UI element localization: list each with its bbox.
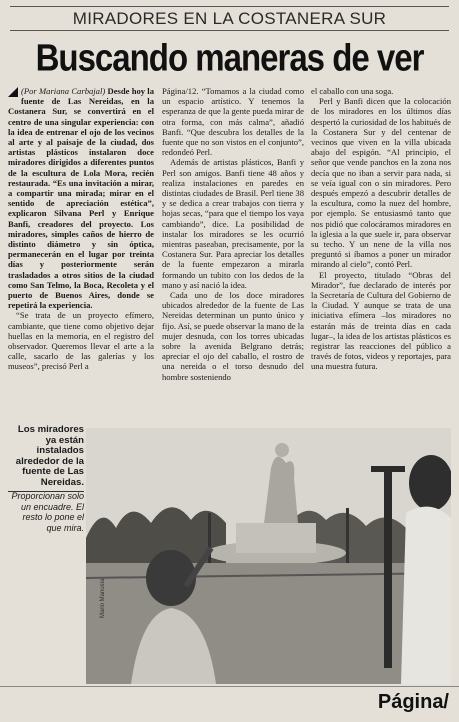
- body-paragraph: Cada uno de los doce miradores ubicados alrededor de la fuente de Las Nereidas determinan un punto único y fijo. Así, se puede observar la mano de la mujer desnuda, con los torres ubicadas sobre la avenida Belgrano detrás; apreciar el ojo del caballo, el rostro de una nereida o el torso desnudo del hombre sosteniendo: [162, 290, 304, 382]
- body-paragraph: El proyecto, titulado “Obras del Mirador”, fue declarado de interés por la Secretaría de Cultura del Gobierno de la Ciudad. Y aunque se trata de una iniciativa efímera –los miradores no estarán más de treinta días en cada lugar–, la idea de los artistas plásticos es registrar las reacciones del público a través de fotos, videos y reportajes, para una muestra futura.: [311, 269, 451, 372]
- body-paragraph: Página/12. “Tomamos a la ciudad como un espacio artístico. Y tenemos la esperanza de que la gente pueda mirar de otra forma, con más calma”, añadió Banfi. “Que descubra los detalles de la fuente que no son vistos en el conjunto”, redondeó Perl.: [162, 86, 304, 158]
- page-footer: [0, 686, 459, 722]
- byline: (Por Mariana Carbajal): [21, 86, 106, 96]
- body-paragraph: “Se trata de un proyecto efímero, cambiante, que tiene como objetivo dejar huellas en la memoria, en el registro del observador. Queremos llevar el arte a la calle, sacarlo de las galerías y los museos”, precisó Perl a: [8, 310, 154, 372]
- photo-caption: Los miradores ya están instalados alrededor de la fuente de Las Nereidas.: [8, 425, 84, 492]
- triangle-bullet-icon: [8, 87, 18, 97]
- photo-subcaption: Proporcionan solo un encuadre. El resto lo pone el que mira.: [11, 491, 84, 533]
- section-kicker: MIRADORES EN LA COSTANERA SUR: [10, 6, 449, 31]
- fountain-photo-illustration: [86, 428, 451, 684]
- newspaper-name: Página/12: [162, 86, 197, 96]
- fountain-photo: [86, 428, 451, 684]
- lead-intro: Desde hoy la fuente de Las Nereidas, en la Costanera Sur, se convertirá en el centro de una singular experiencia: con la idea de entrenar el ojo de los vecinos al arte y al paisaje de la ciudad, dos artistas plásticos instalaron doce miradores dirigidos a diferentes puntos de la escultura de Lola Mora, recién restaurada. “Es una invitación a mirar, a compartir una mirada; mirar en el sentido de apreciación estética”, explicaron Silvana Perl y Enrique Banfi, creadores del proyecto. Los miradores, simples caños de hierro de distinto diámetro y sin óptica, permanecerán en el lugar por treinta días y posteriormente serán trasladados a otros sitios de la ciudad como San Telmo, la Boca, Recoleta y el puerto de Buenos Aires, donde se repetirá la experiencia.: [8, 86, 154, 311]
- headline: Buscando maneras de ver: [35, 36, 424, 79]
- body-paragraph: Además de artistas plásticos, Banfi y Perl son amigos. Banfi tiene 48 años y realiza instalaciones en paredes en distintas ciudades de Brasil. Perl tiene 38 y se dedica a crear trabajos con tierra y hojas secas, “para que el tiempo los vaya cambiando”, dice. La posibilidad de instalar los miradores se les ocurrió mientras paseaban, precisamente, por la Costanera Sur. Para apreciar los detalles de la fuente empezaron a mirarla formando un tubito con los dedos de la mano y así nació la idea.: [162, 157, 304, 290]
- body-paragraph: Perl y Banfi dicen que la colocación de los miradores en los últimos días despertó la curiosidad de los habitués de la Costanera Sur y del centenar de vecinos que viven en la villa ubicada abajo del espigón. “Al principio, el señor que vende panchos en la zona nos decía que no iban a servir para nada, si se veía igual con o sin miradores. Pero después empezó a descubrir detalles de la escultura, como la nuez del hombre, por ejemplo. Se entusiasmó tanto que nos pidió que colocáramos miradores en la iglesia a la que suele ir, para observar su techo. Y un nene de la villa nos preguntó si íbamos a poner un mirador mirando al cielo”, contó Perl.: [311, 96, 451, 270]
- article-column-3: [311, 86, 451, 386]
- newspaper-logo: Página/: [377, 691, 449, 713]
- lead-paragraph: [8, 86, 154, 310]
- photographer-credit: Mario Manusia: [100, 578, 106, 618]
- article-column-2: [162, 86, 304, 432]
- article-column-1: [8, 86, 154, 428]
- body-paragraph: el caballo con una soga.: [311, 86, 394, 96]
